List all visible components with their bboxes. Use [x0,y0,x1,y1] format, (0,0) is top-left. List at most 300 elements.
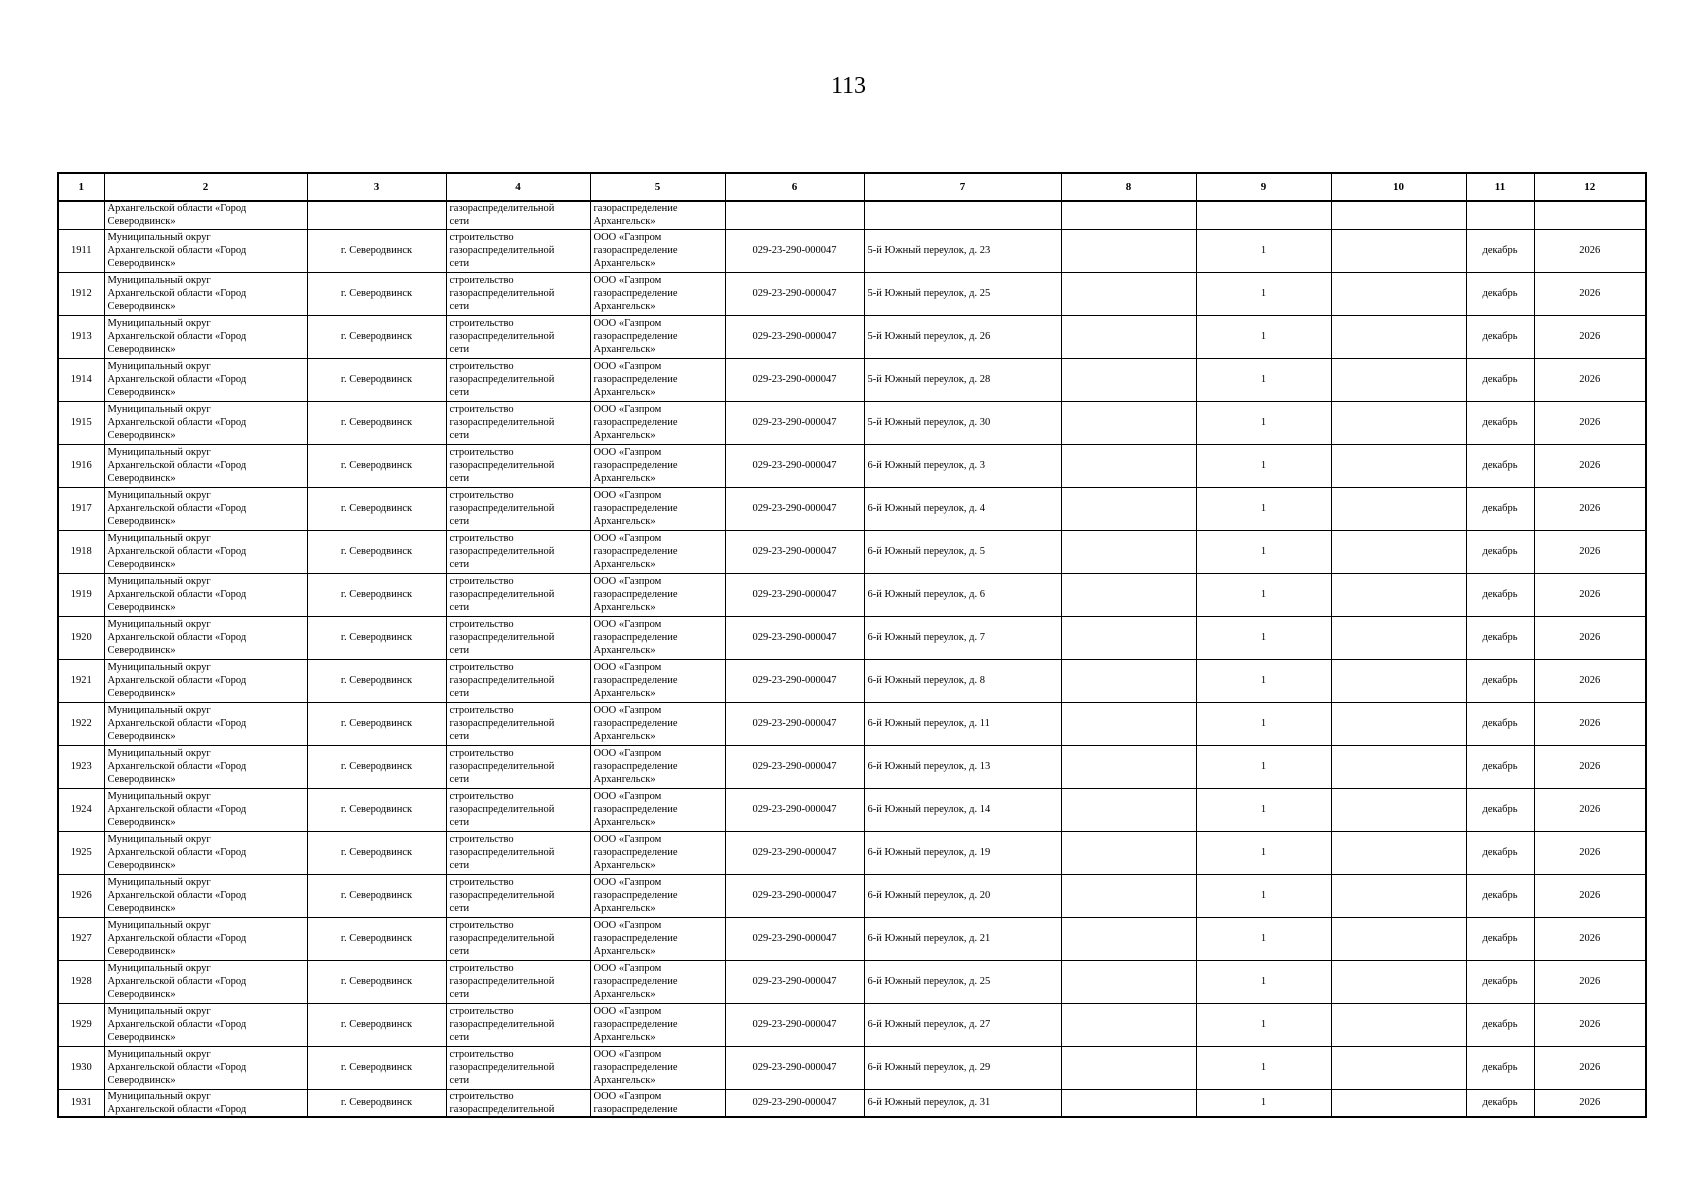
table-row [58,745,1646,788]
cell-count: 1 [1196,616,1331,659]
cell-col8 [1061,788,1196,831]
cell-operator: ООО «Газпром газораспределение Архангельск» [590,745,725,788]
cell-count: 1 [1196,702,1331,745]
cell-col10 [1331,358,1466,401]
cell-col10 [1331,315,1466,358]
table-row [58,1046,1646,1089]
cell-month [1466,201,1534,229]
cell-year: 2026 [1534,487,1646,530]
column-header: 12 [1534,173,1646,201]
cell-count: 1 [1196,1089,1331,1117]
cell-work-type: газораспределительной сети [446,201,590,229]
cell-count [1196,201,1331,229]
cell-code: 029-23-290-000047 [725,788,864,831]
cell-year: 2026 [1534,272,1646,315]
table-row [58,315,1646,358]
cell-col10 [1331,788,1466,831]
cell-year [1534,201,1646,229]
table-row [58,874,1646,917]
table-row [58,616,1646,659]
cell-month: декабрь [1466,831,1534,874]
cell-col8 [1061,917,1196,960]
table-row [58,487,1646,530]
cell-count: 1 [1196,487,1331,530]
cell-locality: г. Северодвинск [307,1046,446,1089]
cell-locality: г. Северодвинск [307,917,446,960]
cell-address: 5-й Южный переулок, д. 30 [864,401,1061,444]
cell-locality: г. Северодвинск [307,702,446,745]
cell-work-type: строительство газораспределительной сети [446,444,590,487]
cell-work-type: строительство газораспределительной [446,1089,590,1117]
cell-col8 [1061,358,1196,401]
cell-operator: ООО «Газпром газораспределение [590,1089,725,1117]
cell-count: 1 [1196,960,1331,1003]
column-header: 2 [104,173,307,201]
cell-col10 [1331,745,1466,788]
table-row [58,1003,1646,1046]
cell-locality: г. Северодвинск [307,831,446,874]
cell-municipality: Муниципальный округ Архангельской области «Город Северодвинск» [104,573,307,616]
cell-number: 1927 [58,917,104,960]
cell-municipality: Муниципальный округ Архангельской области «Город Северодвинск» [104,229,307,272]
table-body [58,201,1646,1117]
cell-col10 [1331,831,1466,874]
cell-municipality: Муниципальный округ Архангельской области «Город Северодвинск» [104,788,307,831]
cell-month: декабрь [1466,616,1534,659]
table-row [58,1089,1646,1117]
cell-code: 029-23-290-000047 [725,616,864,659]
cell-number: 1913 [58,315,104,358]
column-header: 6 [725,173,864,201]
cell-number: 1912 [58,272,104,315]
table-row [58,917,1646,960]
cell-code: 029-23-290-000047 [725,573,864,616]
column-header: 1 [58,173,104,201]
cell-operator: ООО «Газпром газораспределение Архангельск» [590,358,725,401]
cell-code: 029-23-290-000047 [725,358,864,401]
cell-operator: ООО «Газпром газораспределение Архангельск» [590,788,725,831]
table-row [58,702,1646,745]
cell-work-type: строительство газораспределительной сети [446,702,590,745]
cell-col10 [1331,1003,1466,1046]
cell-code: 029-23-290-000047 [725,272,864,315]
cell-locality: г. Северодвинск [307,960,446,1003]
cell-locality: г. Северодвинск [307,229,446,272]
cell-address: 6-й Южный переулок, д. 11 [864,702,1061,745]
cell-municipality: Муниципальный округ Архангельской области «Город Северодвинск» [104,315,307,358]
cell-count: 1 [1196,229,1331,272]
cell-municipality: Муниципальный округ Архангельской области «Город Северодвинск» [104,444,307,487]
cell-year: 2026 [1534,745,1646,788]
table-row [58,659,1646,702]
cell-municipality: Муниципальный округ Архангельской области «Город Северодвинск» [104,616,307,659]
cell-municipality: Муниципальный округ Архангельской области «Город Северодвинск» [104,487,307,530]
cell-month: декабрь [1466,659,1534,702]
cell-col10 [1331,960,1466,1003]
cell-code [725,201,864,229]
cell-locality: г. Северодвинск [307,788,446,831]
cell-year: 2026 [1534,401,1646,444]
cell-month: декабрь [1466,573,1534,616]
cell-address: 6-й Южный переулок, д. 14 [864,788,1061,831]
cell-count: 1 [1196,530,1331,573]
cell-col10 [1331,272,1466,315]
cell-operator: ООО «Газпром газораспределение Архангельск» [590,272,725,315]
cell-year: 2026 [1534,229,1646,272]
cell-locality: г. Северодвинск [307,315,446,358]
cell-operator: ООО «Газпром газораспределение Архангельск» [590,831,725,874]
cell-address: 5-й Южный переулок, д. 25 [864,272,1061,315]
cell-address: 6-й Южный переулок, д. 27 [864,1003,1061,1046]
cell-col8 [1061,530,1196,573]
cell-code: 029-23-290-000047 [725,659,864,702]
cell-work-type: строительство газораспределительной сети [446,874,590,917]
cell-operator: ООО «Газпром газораспределение Архангельск» [590,702,725,745]
cell-month: декабрь [1466,1003,1534,1046]
cell-address: 6-й Южный переулок, д. 13 [864,745,1061,788]
cell-operator: ООО «Газпром газораспределение Архангельск» [590,444,725,487]
cell-col10 [1331,874,1466,917]
cell-number: 1920 [58,616,104,659]
cell-operator: ООО «Газпром газораспределение Архангельск» [590,401,725,444]
cell-month: декабрь [1466,444,1534,487]
cell-municipality: Муниципальный округ Архангельской области «Город Северодвинск» [104,831,307,874]
cell-address: 6-й Южный переулок, д. 19 [864,831,1061,874]
table-row [58,530,1646,573]
cell-code: 029-23-290-000047 [725,444,864,487]
cell-month: декабрь [1466,788,1534,831]
cell-work-type: строительство газораспределительной сети [446,315,590,358]
cell-year: 2026 [1534,1003,1646,1046]
cell-code: 029-23-290-000047 [725,315,864,358]
cell-locality: г. Северодвинск [307,659,446,702]
cell-code: 029-23-290-000047 [725,1003,864,1046]
cell-locality: г. Северодвинск [307,745,446,788]
cell-count: 1 [1196,444,1331,487]
cell-year: 2026 [1534,444,1646,487]
cell-number: 1916 [58,444,104,487]
cell-code: 029-23-290-000047 [725,831,864,874]
cell-municipality: Муниципальный округ Архангельской области «Город Северодвинск» [104,1003,307,1046]
cell-count: 1 [1196,788,1331,831]
cell-locality: г. Северодвинск [307,874,446,917]
cell-number: 1917 [58,487,104,530]
cell-col10 [1331,1046,1466,1089]
cell-col10 [1331,702,1466,745]
cell-address: 6-й Южный переулок, д. 4 [864,487,1061,530]
cell-year: 2026 [1534,358,1646,401]
cell-month: декабрь [1466,1046,1534,1089]
cell-work-type: строительство газораспределительной сети [446,917,590,960]
cell-work-type: строительство газораспределительной сети [446,1003,590,1046]
cell-municipality: Муниципальный округ Архангельской области «Город Северодвинск» [104,358,307,401]
column-header: 3 [307,173,446,201]
cell-address: 6-й Южный переулок, д. 8 [864,659,1061,702]
cell-number: 1921 [58,659,104,702]
cell-number: 1923 [58,745,104,788]
cell-col10 [1331,530,1466,573]
cell-number: 1915 [58,401,104,444]
cell-col8 [1061,444,1196,487]
cell-col8 [1061,272,1196,315]
cell-month: декабрь [1466,487,1534,530]
cell-month: декабрь [1466,917,1534,960]
cell-operator: ООО «Газпром газораспределение Архангельск» [590,659,725,702]
table-row [58,573,1646,616]
cell-code: 029-23-290-000047 [725,702,864,745]
cell-col10 [1331,573,1466,616]
cell-municipality: Муниципальный округ Архангельской области «Город Северодвинск» [104,874,307,917]
cell-col8 [1061,1089,1196,1117]
table-row [58,960,1646,1003]
cell-code: 029-23-290-000047 [725,960,864,1003]
cell-code: 029-23-290-000047 [725,530,864,573]
cell-work-type: строительство газораспределительной сети [446,659,590,702]
cell-locality: г. Северодвинск [307,616,446,659]
cell-address: 6-й Южный переулок, д. 29 [864,1046,1061,1089]
cell-address: 6-й Южный переулок, д. 5 [864,530,1061,573]
column-header: 4 [446,173,590,201]
cell-number: 1926 [58,874,104,917]
cell-code: 029-23-290-000047 [725,229,864,272]
cell-month: декабрь [1466,702,1534,745]
cell-count: 1 [1196,573,1331,616]
cell-year: 2026 [1534,659,1646,702]
table-row [58,401,1646,444]
cell-number: 1914 [58,358,104,401]
cell-municipality: Муниципальный округ Архангельской области «Город Северодвинск» [104,272,307,315]
cell-address: 5-й Южный переулок, д. 26 [864,315,1061,358]
cell-locality: г. Северодвинск [307,401,446,444]
cell-col10 [1331,917,1466,960]
cell-col8 [1061,616,1196,659]
cell-count: 1 [1196,874,1331,917]
cell-number: 1928 [58,960,104,1003]
cell-year: 2026 [1534,874,1646,917]
registry-table [57,172,1647,1118]
cell-operator: ООО «Газпром газораспределение Архангельск» [590,616,725,659]
table-row [58,444,1646,487]
cell-municipality: Муниципальный округ Архангельской области «Город Северодвинск» [104,745,307,788]
cell-year: 2026 [1534,315,1646,358]
cell-operator: ООО «Газпром газораспределение Архангельск» [590,1046,725,1089]
cell-number: 1919 [58,573,104,616]
cell-year: 2026 [1534,960,1646,1003]
cell-locality: г. Северодвинск [307,1089,446,1117]
cell-col10 [1331,1089,1466,1117]
cell-address: 6-й Южный переулок, д. 7 [864,616,1061,659]
cell-col10 [1331,487,1466,530]
cell-year: 2026 [1534,917,1646,960]
cell-month: декабрь [1466,401,1534,444]
cell-locality: г. Северодвинск [307,487,446,530]
table-row [58,229,1646,272]
cell-work-type: строительство газораспределительной сети [446,831,590,874]
cell-number [58,201,104,229]
column-header: 7 [864,173,1061,201]
cell-number: 1925 [58,831,104,874]
header-row [58,173,1646,201]
cell-col8 [1061,573,1196,616]
cell-work-type: строительство газораспределительной сети [446,530,590,573]
cell-year: 2026 [1534,530,1646,573]
cell-number: 1930 [58,1046,104,1089]
cell-month: декабрь [1466,745,1534,788]
cell-col10 [1331,444,1466,487]
cell-count: 1 [1196,272,1331,315]
cell-code: 029-23-290-000047 [725,401,864,444]
cell-address: 6-й Южный переулок, д. 6 [864,573,1061,616]
cell-address [864,201,1061,229]
table-row [58,358,1646,401]
cell-operator: ООО «Газпром газораспределение Архангельск» [590,917,725,960]
cell-municipality: Муниципальный округ Архангельской области «Город Северодвинск» [104,960,307,1003]
cell-municipality: Муниципальный округ Архангельской области «Город Северодвинск» [104,659,307,702]
cell-count: 1 [1196,1003,1331,1046]
cell-municipality: Муниципальный округ Архангельской области «Город Северодвинск» [104,401,307,444]
page-number: 113 [830,73,867,99]
cell-work-type: строительство газораспределительной сети [446,229,590,272]
cell-address: 6-й Южный переулок, д. 3 [864,444,1061,487]
cell-col8 [1061,401,1196,444]
cell-work-type: строительство газораспределительной сети [446,788,590,831]
cell-code: 029-23-290-000047 [725,1089,864,1117]
cell-locality: г. Северодвинск [307,358,446,401]
cell-work-type: строительство газораспределительной сети [446,487,590,530]
cell-col8 [1061,960,1196,1003]
cell-number: 1911 [58,229,104,272]
cell-number: 1924 [58,788,104,831]
cell-locality: г. Северодвинск [307,530,446,573]
cell-locality: г. Северодвинск [307,272,446,315]
cell-work-type: строительство газораспределительной сети [446,616,590,659]
cell-year: 2026 [1534,788,1646,831]
cell-operator: газораспределение Архангельск» [590,201,725,229]
cell-code: 029-23-290-000047 [725,874,864,917]
cell-work-type: строительство газораспределительной сети [446,401,590,444]
cell-operator: ООО «Газпром газораспределение Архангельск» [590,487,725,530]
cell-locality: г. Северодвинск [307,573,446,616]
cell-col10 [1331,201,1466,229]
column-header: 11 [1466,173,1534,201]
cell-number: 1922 [58,702,104,745]
table-row [58,272,1646,315]
cell-col8 [1061,1003,1196,1046]
cell-col8 [1061,831,1196,874]
cell-operator: ООО «Газпром газораспределение Архангельск» [590,573,725,616]
table-row [58,831,1646,874]
cell-code: 029-23-290-000047 [725,1046,864,1089]
cell-count: 1 [1196,358,1331,401]
table-row [58,788,1646,831]
cell-col8 [1061,702,1196,745]
cell-col10 [1331,401,1466,444]
cell-locality: г. Северодвинск [307,1003,446,1046]
cell-municipality: Муниципальный округ Архангельской области «Город Северодвинск» [104,530,307,573]
cell-municipality: Муниципальный округ Архангельской области «Город [104,1089,307,1117]
cell-number: 1918 [58,530,104,573]
cell-operator: ООО «Газпром газораспределение Архангельск» [590,960,725,1003]
cell-municipality: Муниципальный округ Архангельской области «Город Северодвинск» [104,917,307,960]
cell-municipality: Муниципальный округ Архангельской области «Город Северодвинск» [104,1046,307,1089]
cell-municipality: Муниципальный округ Архангельской области «Город Северодвинск» [104,702,307,745]
cell-col8 [1061,659,1196,702]
cell-locality: г. Северодвинск [307,444,446,487]
cell-count: 1 [1196,1046,1331,1089]
cell-col10 [1331,616,1466,659]
cell-year: 2026 [1534,616,1646,659]
cell-year: 2026 [1534,831,1646,874]
cell-address: 5-й Южный переулок, д. 23 [864,229,1061,272]
cell-year: 2026 [1534,573,1646,616]
cell-operator: ООО «Газпром газораспределение Архангельск» [590,229,725,272]
cell-number: 1931 [58,1089,104,1117]
cell-operator: ООО «Газпром газораспределение Архангельск» [590,530,725,573]
cell-operator: ООО «Газпром газораспределение Архангельск» [590,315,725,358]
cell-col8 [1061,315,1196,358]
cell-year: 2026 [1534,1046,1646,1089]
cell-count: 1 [1196,831,1331,874]
cell-operator: ООО «Газпром газораспределение Архангельск» [590,874,725,917]
cell-count: 1 [1196,745,1331,788]
cell-month: декабрь [1466,272,1534,315]
column-header: 8 [1061,173,1196,201]
column-header: 5 [590,173,725,201]
cell-code: 029-23-290-000047 [725,487,864,530]
cell-number: 1929 [58,1003,104,1046]
cell-address: 6-й Южный переулок, д. 21 [864,917,1061,960]
cell-month: декабрь [1466,874,1534,917]
cell-month: декабрь [1466,315,1534,358]
cell-address: 6-й Южный переулок, д. 31 [864,1089,1061,1117]
cell-count: 1 [1196,315,1331,358]
cell-address: 6-й Южный переулок, д. 20 [864,874,1061,917]
cell-year: 2026 [1534,702,1646,745]
cell-work-type: строительство газораспределительной сети [446,272,590,315]
cell-col8 [1061,229,1196,272]
cell-year: 2026 [1534,1089,1646,1117]
cell-count: 1 [1196,659,1331,702]
continuation-row [58,201,1646,229]
cell-col8 [1061,201,1196,229]
cell-work-type: строительство газораспределительной сети [446,960,590,1003]
cell-month: декабрь [1466,229,1534,272]
cell-address: 5-й Южный переулок, д. 28 [864,358,1061,401]
cell-month: декабрь [1466,530,1534,573]
column-header: 10 [1331,173,1466,201]
cell-operator: ООО «Газпром газораспределение Архангельск» [590,1003,725,1046]
cell-work-type: строительство газораспределительной сети [446,358,590,401]
cell-col8 [1061,487,1196,530]
cell-count: 1 [1196,917,1331,960]
cell-count: 1 [1196,401,1331,444]
cell-work-type: строительство газораспределительной сети [446,573,590,616]
cell-col10 [1331,659,1466,702]
cell-col8 [1061,874,1196,917]
cell-address: 6-й Южный переулок, д. 25 [864,960,1061,1003]
cell-col8 [1061,745,1196,788]
cell-col10 [1331,229,1466,272]
cell-col8 [1061,1046,1196,1089]
cell-month: декабрь [1466,1089,1534,1117]
column-header: 9 [1196,173,1331,201]
cell-month: декабрь [1466,358,1534,401]
cell-work-type: строительство газораспределительной сети [446,745,590,788]
cell-code: 029-23-290-000047 [725,917,864,960]
cell-code: 029-23-290-000047 [725,745,864,788]
cell-month: декабрь [1466,960,1534,1003]
cell-municipality: Архангельской области «Город Северодвинск» [104,201,307,229]
